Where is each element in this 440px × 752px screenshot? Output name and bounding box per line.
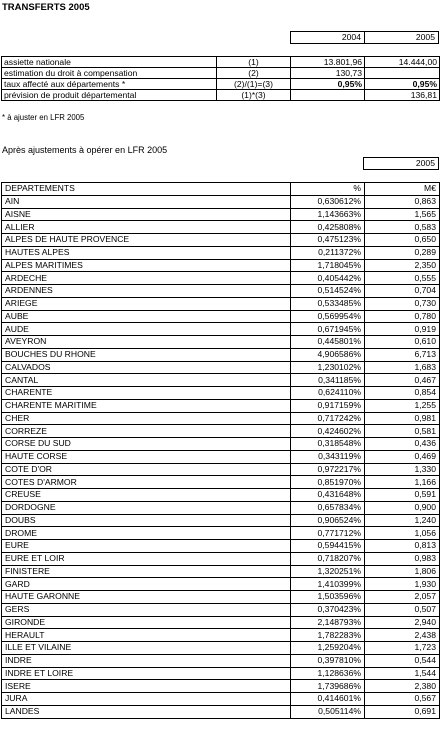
dept-percent: 1,410399% xyxy=(291,578,365,591)
dept-percent: 0,594415% xyxy=(291,540,365,553)
dept-amount: 2,940 xyxy=(365,616,440,629)
dept-name: AISNE xyxy=(2,208,291,221)
dept-percent: 0,397810% xyxy=(291,654,365,667)
info-value-2004: 0,95% xyxy=(291,79,365,90)
dept-amount: 1,056 xyxy=(365,527,440,540)
dept-amount: 2,438 xyxy=(365,629,440,642)
dept-name: FINISTERE xyxy=(2,565,291,578)
table-row xyxy=(2,310,440,323)
dept-name: LANDES xyxy=(2,705,291,718)
table-row xyxy=(2,540,440,553)
dept-name: CHARENTE xyxy=(2,387,291,400)
dept-name: ALPES DE HAUTE PROVENCE xyxy=(2,234,291,247)
dept-amount: 0,983 xyxy=(365,552,440,565)
info-row xyxy=(2,57,440,68)
dept-amount: 0,467 xyxy=(365,374,440,387)
table-row xyxy=(2,501,440,514)
dept-name: ALPES MARITIMES xyxy=(2,259,291,272)
dept-name: EURE ET LOIR xyxy=(2,552,291,565)
dept-percent: 0,657834% xyxy=(291,501,365,514)
dept-name: GIRONDE xyxy=(2,616,291,629)
dept-percent: 0,343119% xyxy=(291,450,365,463)
table-row xyxy=(2,667,440,680)
dept-percent: 0,771712% xyxy=(291,527,365,540)
dept-percent: 0,424602% xyxy=(291,425,365,438)
dept-percent: 0,475123% xyxy=(291,234,365,247)
table-row xyxy=(2,642,440,655)
dept-name: HAUTE GARONNE xyxy=(2,591,291,604)
dept-amount: 0,854 xyxy=(365,387,440,400)
table-row xyxy=(2,374,440,387)
dept-percent: 0,211372% xyxy=(291,246,365,259)
dept-percent: 0,851970% xyxy=(291,476,365,489)
dept-percent: 0,431648% xyxy=(291,489,365,502)
table-row xyxy=(2,591,440,604)
table-header-row xyxy=(2,183,440,196)
dept-percent: 2,148793% xyxy=(291,616,365,629)
info-value-2005 xyxy=(365,68,440,79)
table-row xyxy=(2,514,440,527)
national-info-table xyxy=(1,56,440,101)
dept-amount: 1,930 xyxy=(365,578,440,591)
dept-amount: 0,863 xyxy=(365,195,440,208)
table-row xyxy=(2,399,440,412)
dept-name: HERAULT xyxy=(2,629,291,642)
departements-table xyxy=(1,182,440,719)
table-row xyxy=(2,654,440,667)
dept-name: CORSE DU SUD xyxy=(2,438,291,451)
year-header-2004: 2004 xyxy=(290,31,365,44)
dept-name: ILLE ET VILAINE xyxy=(2,642,291,655)
table-row xyxy=(2,476,440,489)
dept-year-box: 2005 xyxy=(363,157,439,170)
dept-name: DOUBS xyxy=(2,514,291,527)
dept-amount: 2,057 xyxy=(365,591,440,604)
info-row xyxy=(2,90,440,101)
dept-name: CALVADOS xyxy=(2,361,291,374)
dept-percent: 1,739686% xyxy=(291,680,365,693)
dept-percent: 0,972217% xyxy=(291,463,365,476)
dept-name: COTES D'ARMOR xyxy=(2,476,291,489)
dept-name: ARDENNES xyxy=(2,285,291,298)
dept-name: GERS xyxy=(2,603,291,616)
dept-amount: 0,591 xyxy=(365,489,440,502)
info-row xyxy=(2,68,440,79)
dept-name: AUDE xyxy=(2,323,291,336)
year-header-2005: 2005 xyxy=(364,31,439,44)
footnote: * à ajuster en LFR 2005 xyxy=(2,113,85,122)
dept-percent: 0,445801% xyxy=(291,336,365,349)
table-row xyxy=(2,450,440,463)
dept-amount: 0,469 xyxy=(365,450,440,463)
table-row xyxy=(2,463,440,476)
table-row xyxy=(2,272,440,285)
dept-percent: 1,128636% xyxy=(291,667,365,680)
table-row xyxy=(2,629,440,642)
table-row xyxy=(2,348,440,361)
dept-percent: 0,906524% xyxy=(291,514,365,527)
dept-name: JURA xyxy=(2,693,291,706)
dept-percent: 0,414601% xyxy=(291,693,365,706)
dept-amount: 6,713 xyxy=(365,348,440,361)
dept-name: DROME xyxy=(2,527,291,540)
dept-percent: 1,143663% xyxy=(291,208,365,221)
dept-amount: 0,544 xyxy=(365,654,440,667)
info-ref: (2) xyxy=(217,68,291,79)
table-row xyxy=(2,616,440,629)
dept-name: INDRE ET LOIRE xyxy=(2,667,291,680)
info-value-2005: 136,81 xyxy=(365,90,440,101)
info-ref: (1) xyxy=(217,57,291,68)
table-row xyxy=(2,387,440,400)
dept-name: CREUSE xyxy=(2,489,291,502)
dept-amount: 0,650 xyxy=(365,234,440,247)
info-label: assiette nationale xyxy=(2,57,217,68)
info-value-2005: 14.444,00 xyxy=(365,57,440,68)
info-value-2005: 0,95% xyxy=(365,79,440,90)
dept-amount: 2,380 xyxy=(365,680,440,693)
dept-percent: 1,503596% xyxy=(291,591,365,604)
table-row xyxy=(2,285,440,298)
dept-amount: 2,350 xyxy=(365,259,440,272)
table-row xyxy=(2,221,440,234)
dept-percent: 0,370423% xyxy=(291,603,365,616)
dept-amount: 0,691 xyxy=(365,705,440,718)
dept-amount: 0,507 xyxy=(365,603,440,616)
dept-name: ISERE xyxy=(2,680,291,693)
dept-percent: 0,671945% xyxy=(291,323,365,336)
info-row xyxy=(2,79,440,90)
dept-amount: 1,544 xyxy=(365,667,440,680)
dept-percent: 0,505114% xyxy=(291,705,365,718)
info-label: taux affecté aux départements * xyxy=(2,79,217,90)
dept-amount: 1,806 xyxy=(365,565,440,578)
dept-name: EURE xyxy=(2,540,291,553)
dept-name: AVEYRON xyxy=(2,336,291,349)
dept-amount: 0,289 xyxy=(365,246,440,259)
table-row xyxy=(2,259,440,272)
info-ref: (2)/(1)=(3) xyxy=(217,79,291,90)
table-row xyxy=(2,361,440,374)
dept-name: HAUTES ALPES xyxy=(2,246,291,259)
departements-header: DEPARTEMENTS xyxy=(2,183,291,196)
dept-percent: 0,630612% xyxy=(291,195,365,208)
dept-name: CANTAL xyxy=(2,374,291,387)
dept-amount: 1,240 xyxy=(365,514,440,527)
dept-amount: 1,330 xyxy=(365,463,440,476)
table-row xyxy=(2,552,440,565)
dept-amount: 1,683 xyxy=(365,361,440,374)
table-row xyxy=(2,425,440,438)
dept-amount: 0,919 xyxy=(365,323,440,336)
table-row xyxy=(2,705,440,718)
dept-name: AUBE xyxy=(2,310,291,323)
dept-percent: 0,718207% xyxy=(291,552,365,565)
table-row xyxy=(2,578,440,591)
dept-amount: 1,166 xyxy=(365,476,440,489)
table-row xyxy=(2,323,440,336)
info-value-2004 xyxy=(291,90,365,101)
dept-amount: 0,813 xyxy=(365,540,440,553)
table-row xyxy=(2,527,440,540)
table-row xyxy=(2,246,440,259)
dept-percent: 0,405442% xyxy=(291,272,365,285)
dept-amount: 1,255 xyxy=(365,399,440,412)
dept-percent: 0,917159% xyxy=(291,399,365,412)
dept-name: DORDOGNE xyxy=(2,501,291,514)
dept-name: INDRE xyxy=(2,654,291,667)
info-ref: (1)*(3) xyxy=(217,90,291,101)
info-value-2004: 13.801,96 xyxy=(291,57,365,68)
table-row xyxy=(2,438,440,451)
dept-name: CHARENTE MARITIME xyxy=(2,399,291,412)
table-row xyxy=(2,336,440,349)
table-row xyxy=(2,680,440,693)
info-value-2004: 130,73 xyxy=(291,68,365,79)
dept-percent: 0,425808% xyxy=(291,221,365,234)
meur-header: M€ xyxy=(365,183,440,196)
dept-name: GARD xyxy=(2,578,291,591)
table-row xyxy=(2,603,440,616)
dept-name: CHER xyxy=(2,412,291,425)
dept-amount: 0,583 xyxy=(365,221,440,234)
percent-header: % xyxy=(291,183,365,196)
dept-name: ALLIER xyxy=(2,221,291,234)
dept-amount: 0,567 xyxy=(365,693,440,706)
dept-percent: 4,906586% xyxy=(291,348,365,361)
dept-name: CORREZE xyxy=(2,425,291,438)
dept-amount: 0,436 xyxy=(365,438,440,451)
dept-percent: 0,318548% xyxy=(291,438,365,451)
table-row xyxy=(2,195,440,208)
dept-percent: 0,717242% xyxy=(291,412,365,425)
table-row xyxy=(2,565,440,578)
dept-amount: 1,565 xyxy=(365,208,440,221)
dept-percent: 1,718045% xyxy=(291,259,365,272)
dept-name: ARIEGE xyxy=(2,297,291,310)
dept-percent: 1,259204% xyxy=(291,642,365,655)
dept-amount: 0,704 xyxy=(365,285,440,298)
page-title: TRANSFERTS 2005 xyxy=(2,2,90,13)
dept-name: BOUCHES DU RHONE xyxy=(2,348,291,361)
dept-amount: 1,723 xyxy=(365,642,440,655)
dept-percent: 0,514524% xyxy=(291,285,365,298)
dept-percent: 0,533485% xyxy=(291,297,365,310)
dept-amount: 0,981 xyxy=(365,412,440,425)
dept-name: COTE D'OR xyxy=(2,463,291,476)
table-row xyxy=(2,693,440,706)
dept-amount: 0,730 xyxy=(365,297,440,310)
dept-percent: 1,320251% xyxy=(291,565,365,578)
info-label: prévision de produit départemental xyxy=(2,90,217,101)
dept-name: ARDECHE xyxy=(2,272,291,285)
table-row xyxy=(2,412,440,425)
table-row xyxy=(2,234,440,247)
table-row xyxy=(2,208,440,221)
dept-name: AIN xyxy=(2,195,291,208)
table-row xyxy=(2,489,440,502)
dept-percent: 1,782283% xyxy=(291,629,365,642)
dept-amount: 0,610 xyxy=(365,336,440,349)
dept-percent: 0,569954% xyxy=(291,310,365,323)
dept-name: HAUTE CORSE xyxy=(2,450,291,463)
dept-amount: 0,900 xyxy=(365,501,440,514)
dept-percent: 0,624110% xyxy=(291,387,365,400)
section-subtitle: Après ajustements à opérer en LFR 2005 xyxy=(2,145,168,155)
dept-amount: 0,581 xyxy=(365,425,440,438)
table-row xyxy=(2,297,440,310)
dept-amount: 0,780 xyxy=(365,310,440,323)
info-label: estimation du droit à compensation xyxy=(2,68,217,79)
dept-percent: 1,230102% xyxy=(291,361,365,374)
dept-amount: 0,555 xyxy=(365,272,440,285)
dept-percent: 0,341185% xyxy=(291,374,365,387)
